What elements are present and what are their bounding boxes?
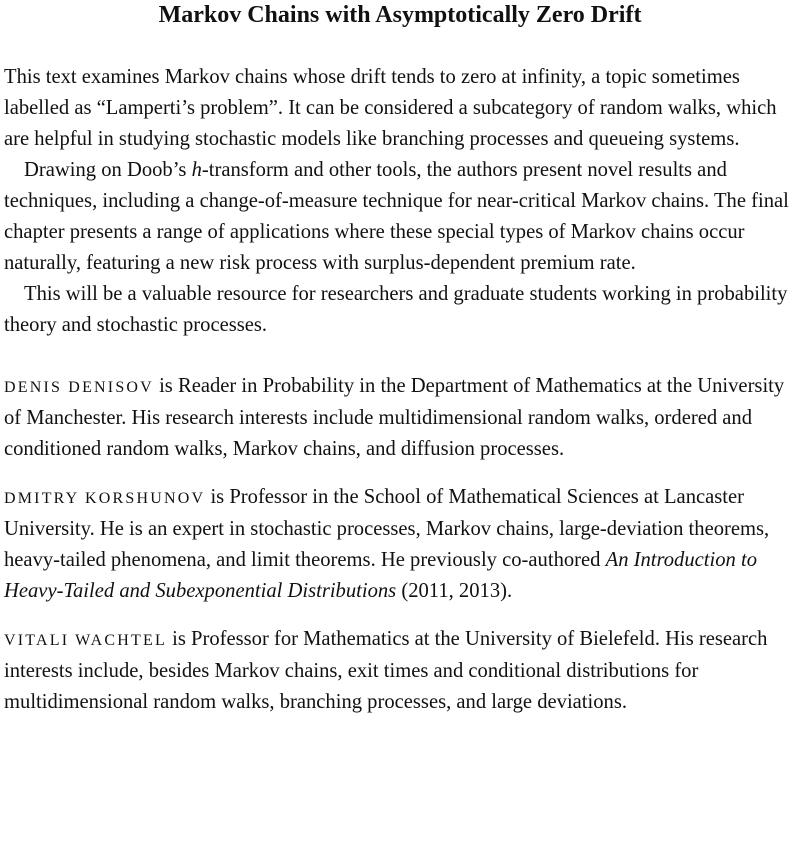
- blurb-paragraph-2: [4, 155, 796, 279]
- author-name: DENIS DENISOV: [4, 379, 154, 396]
- blurb-paragraph-3: This will be a valuable resource for researchers and graduate students working in probability theory and stochastic processes.: [4, 283, 788, 336]
- book-title-reference: An Introduction to Heavy-Tailed and Subexponential Distributions: [4, 549, 757, 602]
- blurb-paragraph-2-rest: -transform and other tools, the authors present novel results and techniques, including a change-of-measure technique for near-critical Markov chains. The final chapter presents a range of applications where these special types of Markov chains occur naturally, featuring a new risk process with surplus-dependent premium rate.: [4, 159, 789, 274]
- author-bio-denisov: [4, 371, 796, 465]
- author-bio-wachtel: [4, 624, 796, 718]
- author-bio-text-end: (2011, 2013).: [396, 580, 513, 602]
- book-blurb: [4, 62, 796, 341]
- blurb-paragraph-2-start: Drawing on Doob’s: [24, 159, 192, 181]
- author-bio-text: is Reader in Probability in the Department of Mathematics at the University of Manchester. His research interests include multidimensional random walks, ordered and conditioned random walks, Markov chains, and diffusion processes.: [4, 375, 785, 460]
- author-bio-text: is Professor for Mathematics at the University of Bielefeld. His research interests include, besides Markov chains, exit times and conditional distributions for multidimensional random walks, branching processes, and large deviations.: [4, 628, 768, 713]
- page-title: Markov Chains with Asymptotically Zero Drift: [158, 2, 642, 28]
- author-bio-korshunov: [4, 482, 796, 607]
- author-name: VITALI WACHTEL: [4, 632, 167, 649]
- author-name: DMITRY KORSHUNOV: [4, 490, 206, 507]
- h-transform-symbol: h: [191, 159, 202, 181]
- author-bios: [4, 371, 796, 718]
- blurb-paragraph-1: This text examines Markov chains whose drift tends to zero at infinity, a topic sometimes labelled as “Lamperti’s problem”. It can be considered a subcategory of random walks, which are helpful in studying stochastic models like branching processes and queueing systems.: [4, 66, 777, 150]
- author-bio-text: is Professor in the School of Mathematical Sciences at Lancaster University. He is an expert in stochastic processes, Markov chains, large-deviation theorems, heavy-tailed phenomena, and limit theorems. He previously co-authored: [4, 486, 770, 571]
